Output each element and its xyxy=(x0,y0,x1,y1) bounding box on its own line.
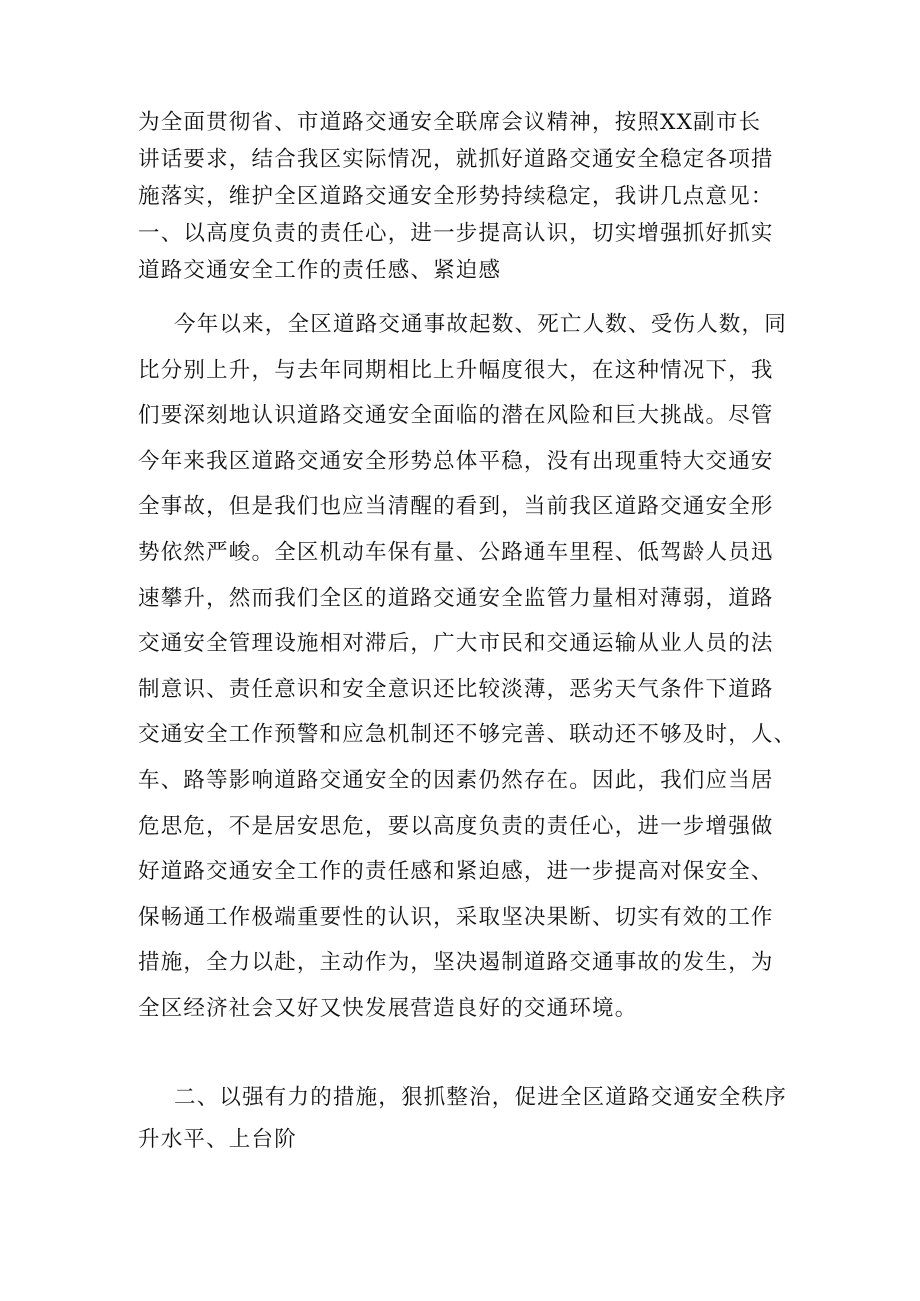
text-line: 讲话要求，结合我区实际情况，就抓好道路交通安全稳定各项措 xyxy=(138,147,774,172)
section-heading-line: 道路交通安全工作的责任感、紧迫感 xyxy=(138,258,502,283)
paragraph-1 xyxy=(138,302,798,1032)
section-heading-line: 一、以高度负责的责任心，进一步提高认识，切实增强抓好抓实 xyxy=(138,221,774,246)
text-line: 为全面贯彻省、市道路交通安全联席会议精神，按照XX副市长 xyxy=(138,110,762,135)
section-heading-line: 升水平、上台阶 xyxy=(138,1127,297,1152)
text-line: 速攀升，然而我们全区的道路交通安全监管力量相对薄弱，道路 xyxy=(138,585,774,611)
text-line: 比分别上升，与去年同期相比上升幅度很大，在这种情况下，我 xyxy=(138,357,774,383)
text-line: 们要深刻地认识道路交通安全面临的潜在风险和巨大挑战。尽管 xyxy=(138,403,774,429)
text-line: 势依然严峻。全区机动车保有量、公路通车里程、低驾龄人员迅 xyxy=(138,539,774,565)
text-line: 保畅通工作极端重要性的认识，采取坚决果断、切实有效的工作 xyxy=(138,904,774,930)
text-line: 交通安全管理设施相对滞后，广大市民和交通运输从业人员的法 xyxy=(138,631,774,657)
text-line: 措施，全力以赴，主动作为，坚决遏制道路交通事故的发生，为 xyxy=(138,950,774,976)
text-line: 施落实，维护全区道路交通安全形势持续稳定，我讲几点意见： xyxy=(138,184,774,209)
text-line: 今年来我区道路交通安全形势总体平稳，没有出现重特大交通安 xyxy=(138,448,774,474)
text-line: 全区经济社会又好又快发展营造良好的交通环境。 xyxy=(138,995,638,1021)
text-line: 危思危，不是居安思危，要以高度负责的责任心，进一步增强做 xyxy=(138,813,774,839)
text-line: 制意识、责任意识和安全意识还比较淡薄，恶劣天气条件下道路 xyxy=(138,676,774,702)
text-line: 今年以来，全区道路交通事故起数、死亡人数、受伤人数，同 xyxy=(174,312,787,337)
text-line: 好道路交通安全工作的责任感和紧迫感，进一步提高对保安全、 xyxy=(138,859,774,885)
section-2-heading xyxy=(138,1077,798,1161)
text-line: 全事故，但是我们也应当清醒的看到，当前我区道路交通安全形 xyxy=(138,494,774,520)
text-line: 车、路等影响道路交通安全的因素仍然存在。因此，我们应当居 xyxy=(138,767,774,793)
section-heading-line: 二、以强有力的措施，狠抓整治，促进全区道路交通安全秩序 xyxy=(174,1085,787,1110)
text-line: 交通安全工作预警和应急机制还不够完善、联动还不够及时，人、 xyxy=(138,722,797,748)
intro-block xyxy=(138,104,798,289)
